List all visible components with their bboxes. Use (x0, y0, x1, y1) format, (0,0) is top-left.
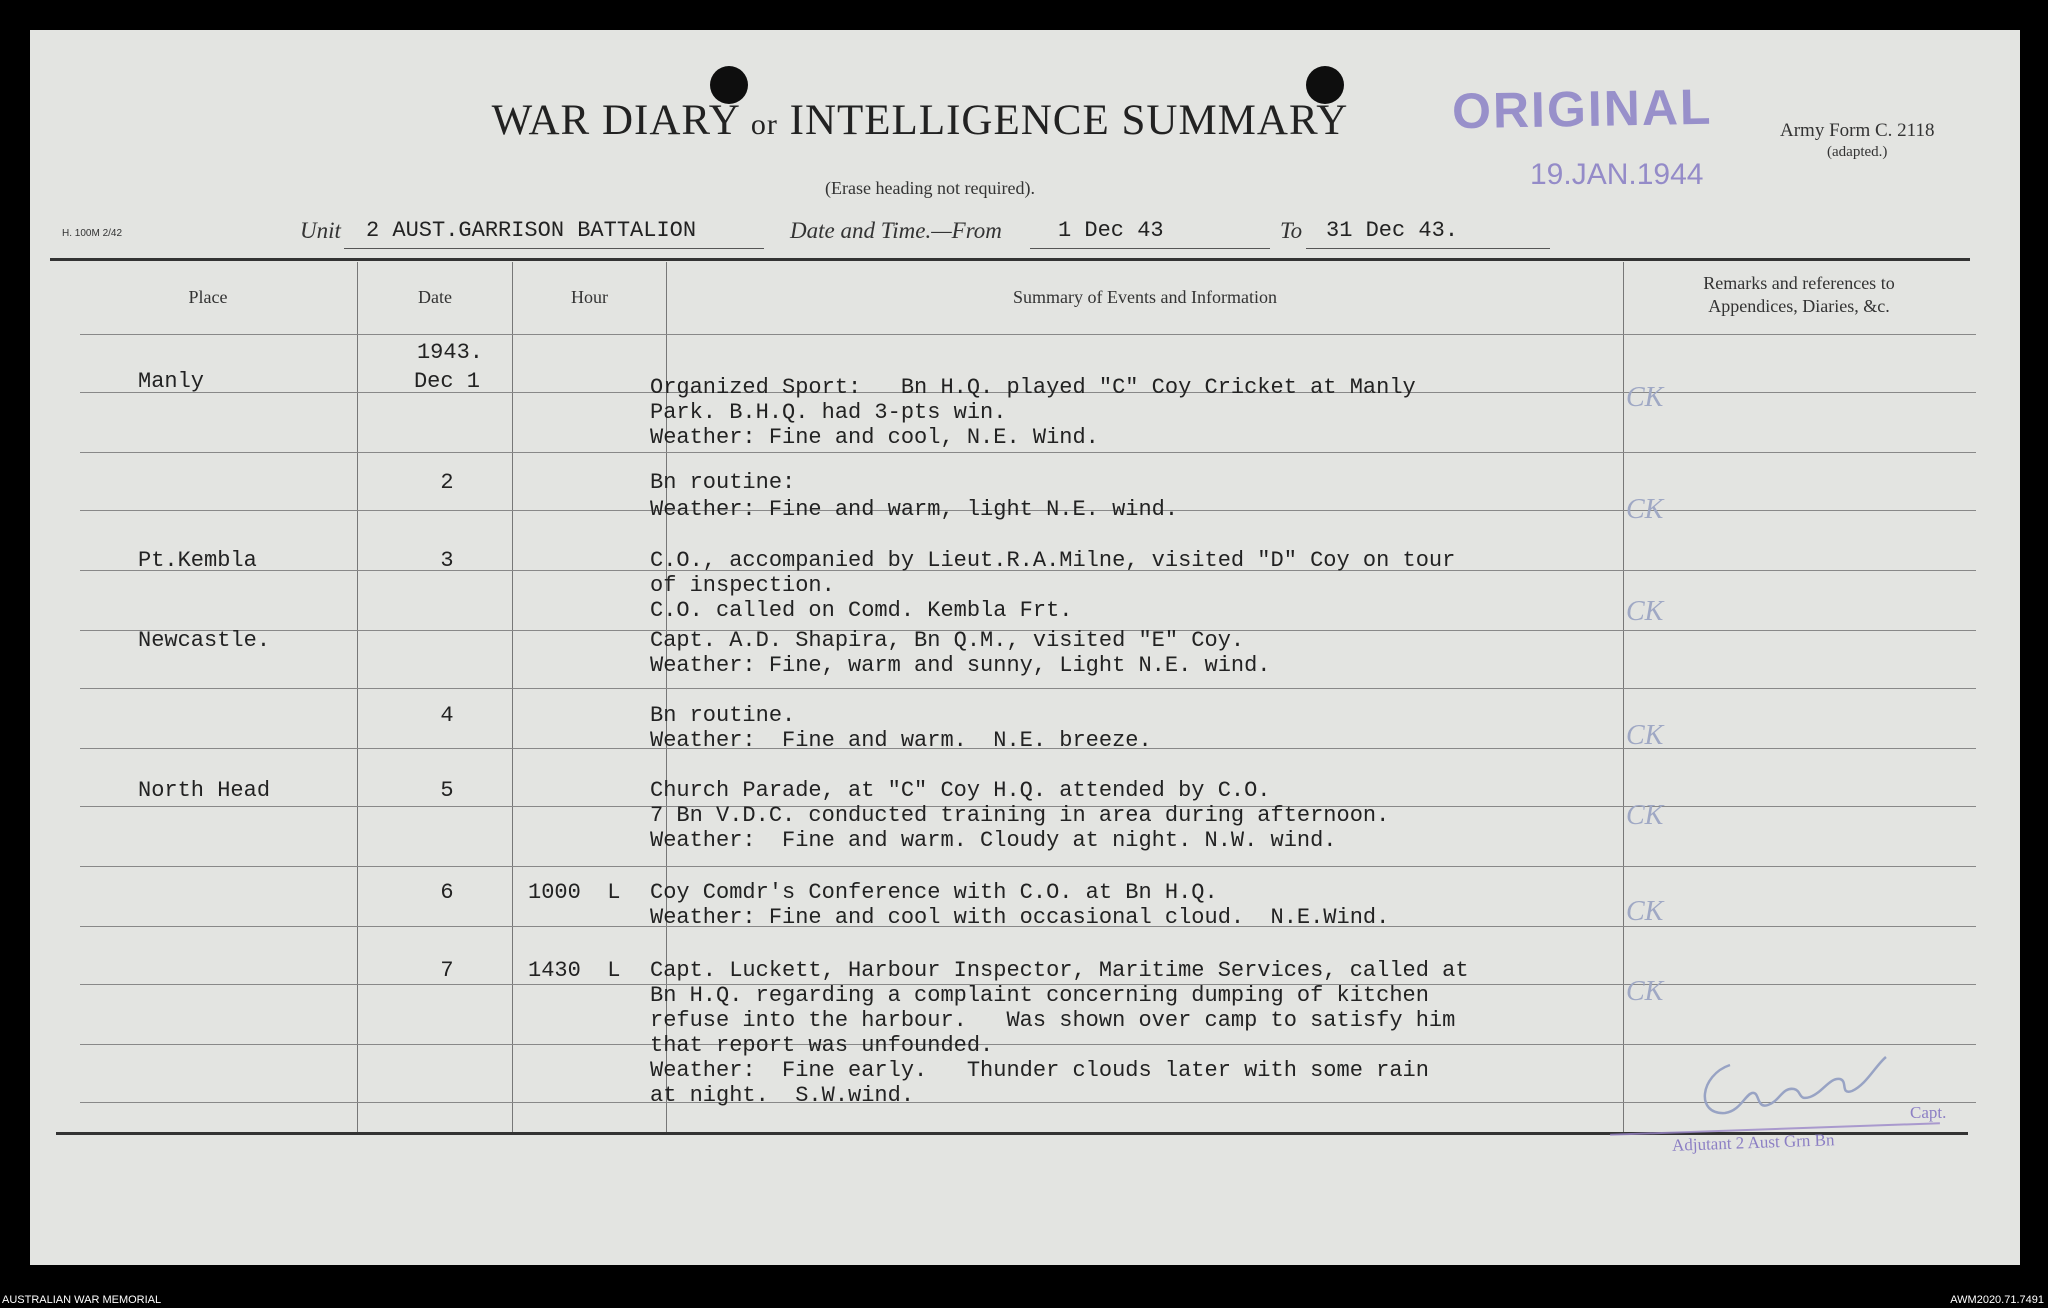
unit-label: Unit (300, 218, 341, 243)
to-label: To (1280, 218, 1303, 243)
entry-place: Manly (138, 369, 205, 394)
entry-line: Bn routine: (650, 470, 796, 495)
army-form-ref: Army Form C. 2118 (adapted.) (1780, 120, 1935, 160)
remarks-initials: CK (1626, 596, 1664, 627)
archive-reference: AWM2020.71.7491 (1950, 1294, 2044, 1306)
remarks-initials: CK (1626, 382, 1664, 413)
entry-hour: 1430 L (528, 958, 621, 983)
entry-line: C.O. called on Comd. Kembla Frt. (650, 598, 1073, 623)
entry-date: Dec 1 (413, 369, 480, 394)
remarks-initials: CK (1626, 976, 1664, 1007)
erase-note: (Erase heading not required). (825, 178, 1035, 198)
entry-line: Capt. Luckett, Harbour Inspector, Maritime Services, called at (650, 958, 1469, 983)
signatory-rank: Capt. (1910, 1103, 1947, 1122)
remarks-initials: CK (1626, 896, 1664, 927)
received-date-stamp: 19.JAN.1944 (1530, 158, 1704, 191)
entry-date: 2 (440, 470, 454, 495)
entry-line: Church Parade, at "C" Coy H.Q. attended by C.O. (650, 778, 1271, 803)
original-stamp: ORIGINAL (1451, 78, 1713, 140)
signatory-title: Adjutant 2 Aust Grn Bn (1671, 1130, 1835, 1155)
archive-credit: AUSTRALIAN WAR MEMORIAL (2, 1294, 162, 1306)
column-header-hour: Hour (571, 287, 608, 307)
entry-date: 4 (440, 703, 454, 728)
entry-line: of inspection. (650, 573, 835, 598)
remarks-initials: CK (1626, 494, 1664, 525)
remarks-initials: CK (1626, 720, 1664, 751)
entry-line: that report was unfounded. (650, 1033, 994, 1058)
entry-place: Newcastle. (138, 628, 271, 653)
column-header-summary: Summary of Events and Information (1013, 287, 1277, 307)
to-date: 31 Dec 43. (1326, 218, 1459, 243)
document-title: WAR DIARY or INTELLIGENCE SUMMARY (491, 97, 1349, 144)
entry-date: 7 (440, 958, 454, 983)
entry-date: 5 (440, 778, 454, 803)
entry-line: Coy Comdr's Conference with C.O. at Bn H.Q. (650, 880, 1218, 905)
entry-line: at night. S.W.wind. (650, 1083, 915, 1108)
entry-line: Weather: Fine and cool, N.E. Wind. (650, 425, 1099, 450)
table-top-rule (50, 258, 1970, 261)
entry-line: 7 Bn V.D.C. conducted training in area during afternoon. (650, 803, 1390, 828)
from-date: 1 Dec 43 (1058, 218, 1164, 243)
column-header-date: Date (418, 287, 452, 307)
entry-place: North Head (138, 778, 271, 803)
form-print-code: H. 100M 2/42 (62, 228, 123, 239)
entry-line: Weather: Fine and warm, light N.E. wind. (650, 497, 1179, 522)
column-header-remarks: Remarks and references to Appendices, Diaries, &c. (1703, 273, 1895, 316)
entry-date: 6 (440, 880, 454, 905)
entry-line: Organized Sport: Bn H.Q. played "C" Coy Cricket at Manly (650, 375, 1416, 400)
date-time-label: Date and Time.—From (790, 218, 1002, 243)
entry-line: refuse into the harbour. Was shown over camp to satisfy him (650, 1008, 1456, 1033)
entry-line: Weather: Fine and cool with occasional cloud. N.E.Wind. (650, 905, 1390, 930)
entry-line: Park. B.H.Q. had 3-pts win. (650, 400, 1007, 425)
entry-line: Weather: Fine and warm. N.E. breeze. (650, 728, 1152, 753)
entry-line: Capt. A.D. Shapira, Bn Q.M., visited "E" Coy. (650, 628, 1245, 653)
entry-line: Weather: Fine, warm and sunny, Light N.E. wind. (650, 653, 1271, 678)
remarks-initials: CK (1626, 800, 1664, 831)
adjutant-signature (1690, 1035, 1900, 1125)
entry-line: Weather: Fine and warm. Cloudy at night. N.W. wind. (650, 828, 1337, 853)
entry-date: 3 (440, 548, 454, 573)
entry-line: Bn routine. (650, 703, 796, 728)
column-header-place: Place (188, 287, 228, 307)
unit-value: 2 AUST.GARRISON BATTALION (366, 218, 697, 243)
entry-line: C.O., accompanied by Lieut.R.A.Milne, visited "D" Coy on tour (650, 548, 1456, 573)
entry-line: Bn H.Q. regarding a complaint concerning dumping of kitchen (650, 983, 1429, 1008)
entry-hour: 1000 L (528, 880, 621, 905)
entry-line: Weather: Fine early. Thunder clouds later with some rain (650, 1058, 1429, 1083)
year-label: 1943. (416, 340, 483, 365)
entry-place: Pt.Kembla (138, 548, 257, 573)
